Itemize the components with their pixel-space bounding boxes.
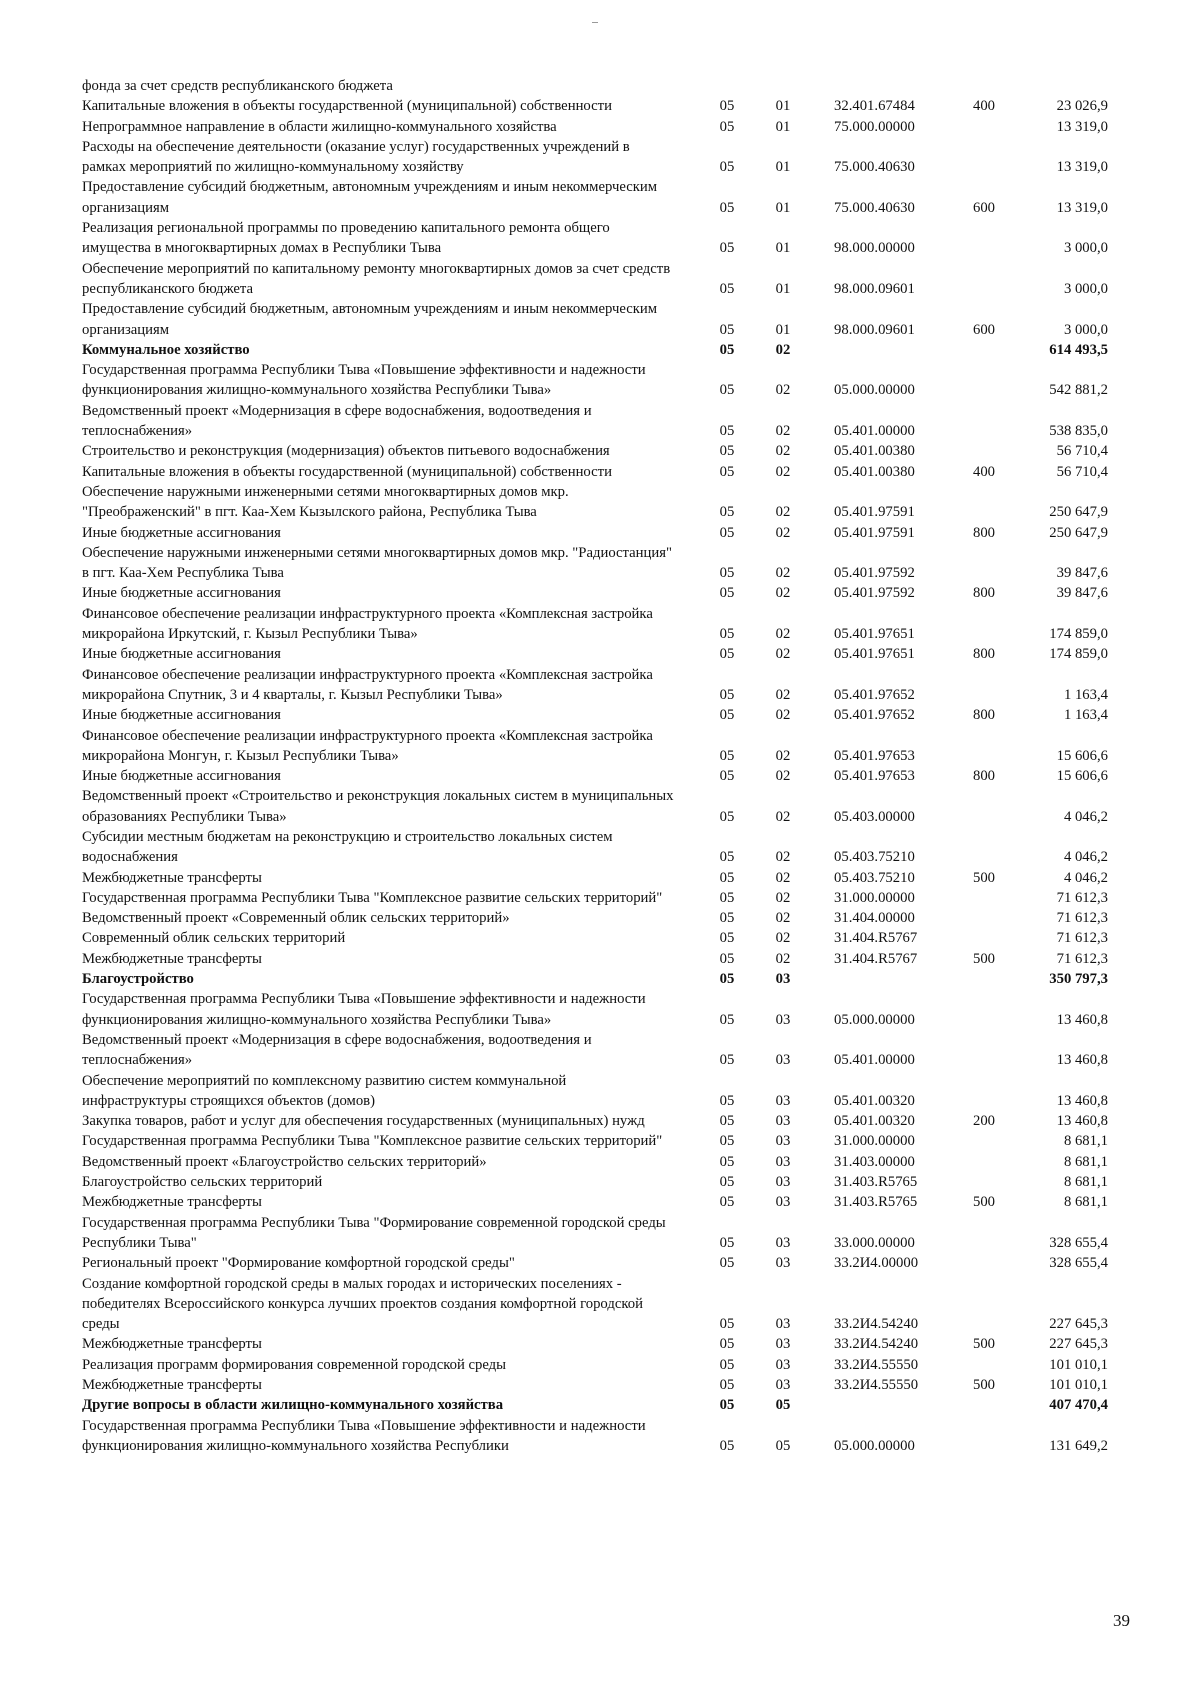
row-subsection-code: 03 — [775, 1234, 791, 1251]
row-subsection-code: 02 — [775, 889, 791, 906]
row-subsection-code: 02 — [775, 849, 791, 866]
row-section-code: 05 — [719, 524, 735, 541]
row-section-code: 05 — [719, 1011, 735, 1028]
table-row — [82, 868, 1108, 888]
row-amount: 542 881,2 — [1049, 382, 1108, 399]
row-subsection-code: 02 — [775, 341, 791, 358]
row-name: Ведомственный проект «Модернизация в сфере водоснабжения, водоотведения и теплоснабжения» — [82, 402, 592, 440]
row-section-code: 05 — [719, 1113, 735, 1130]
row-target-item-code: 31.403.00000 — [834, 1153, 915, 1170]
row-target-item-code: 05.401.97591 — [834, 504, 915, 521]
row-amount: 15 606,6 — [1056, 768, 1108, 785]
row-target-item-code: 05.403.00000 — [834, 808, 915, 825]
row-section-code: 05 — [719, 1194, 735, 1211]
row-target-item-code: 98.000.09601 — [834, 321, 915, 338]
row-name: Межбюджетные трансферты — [82, 1194, 262, 1211]
table-row — [82, 218, 1108, 259]
table-row — [82, 1030, 1108, 1071]
table-row — [82, 1416, 1108, 1457]
row-section-code: 05 — [719, 1174, 735, 1191]
row-name: Иные бюджетные ассигнования — [82, 707, 281, 724]
row-subsection-code: 02 — [775, 382, 791, 399]
row-target-item-code: 05.401.00320 — [834, 1113, 915, 1130]
row-section-code: 05 — [719, 646, 735, 663]
row-subsection-code: 02 — [775, 585, 791, 602]
row-target-item-code: 05.000.00000 — [834, 382, 915, 399]
table-row — [82, 726, 1108, 767]
row-subsection-code: 02 — [775, 930, 791, 947]
row-target-item-code: 31.000.00000 — [834, 889, 915, 906]
row-subsection-code: 03 — [775, 1316, 791, 1333]
row-name: Государственная программа Республики Тыва "Комплексное развитие сельских территорий" — [82, 889, 663, 906]
row-amount: 13 460,8 — [1056, 1052, 1108, 1069]
row-section-code: 05 — [719, 1255, 735, 1272]
row-expense-type-code: 500 — [972, 1336, 996, 1353]
row-target-item-code: 05.401.97592 — [834, 565, 915, 582]
table-row — [82, 1355, 1108, 1375]
row-section-code: 05 — [719, 707, 735, 724]
row-subsection-code: 03 — [775, 1092, 791, 1109]
row-subsection-code: 01 — [775, 240, 791, 257]
row-amount: 13 319,0 — [1056, 118, 1108, 135]
row-amount: 39 847,6 — [1056, 585, 1108, 602]
row-section-code: 05 — [719, 321, 735, 338]
row-subsection-code: 01 — [775, 280, 791, 297]
row-name: Расходы на обеспечение деятельности (оказание услуг) государственных учреждений в рамках мероприятий по жилищно-коммунальному хозяйству — [82, 138, 630, 176]
table-row — [82, 462, 1108, 482]
row-amount: 15 606,6 — [1056, 747, 1108, 764]
row-target-item-code: 05.401.97591 — [834, 524, 915, 541]
row-name: Обеспечение мероприятий по комплексному развитию систем коммунальной инфраструктуры строящихся объектов (домов) — [82, 1072, 567, 1109]
row-section-code: 05 — [719, 768, 735, 785]
row-section-code: 05 — [719, 423, 735, 440]
row-section-code: 05 — [719, 585, 735, 602]
section-row — [82, 969, 1108, 989]
row-section-code: 05 — [719, 341, 735, 358]
row-amount: 8 681,1 — [1063, 1133, 1108, 1150]
row-subsection-code: 02 — [775, 707, 791, 724]
table-row — [82, 1071, 1108, 1112]
row-subsection-code: 01 — [775, 321, 791, 338]
table-row — [82, 1213, 1108, 1254]
row-target-item-code: 75.000.40630 — [834, 199, 915, 216]
row-section-code: 05 — [719, 1377, 735, 1393]
row-amount: 56 710,4 — [1056, 463, 1108, 480]
row-target-item-code: 31.404.R5767 — [834, 950, 918, 967]
row-amount: 227 645,3 — [1049, 1316, 1108, 1333]
row-name: Государственная программа Республики Тыва «Повышение эффективности и надежности функционирования жилищно-коммунального хозяйства Республики Тыва» — [82, 991, 646, 1028]
row-amount: 328 655,4 — [1049, 1234, 1108, 1251]
row-name: Строительство и реконструкция (модернизация) объектов питьевого водоснабжения — [82, 443, 610, 460]
row-amount: 71 612,3 — [1056, 910, 1108, 927]
row-target-item-code: 05.403.75210 — [834, 849, 915, 866]
row-subsection-code: 02 — [775, 869, 791, 886]
table-row — [82, 1131, 1108, 1151]
table-row — [82, 360, 1108, 401]
row-name: Межбюджетные трансферты — [82, 1336, 262, 1353]
row-amount: 56 710,4 — [1056, 443, 1108, 460]
row-amount: 8 681,1 — [1063, 1194, 1108, 1211]
row-section-code: 05 — [719, 1316, 735, 1333]
table-row — [82, 1274, 1108, 1335]
row-name: Предоставление субсидий бюджетным, автономным учреждениям и иным некоммерческим организациям — [82, 301, 658, 338]
row-expense-type-code: 800 — [972, 707, 996, 724]
row-name: Иные бюджетные ассигнования — [82, 646, 281, 663]
row-amount: 13 319,0 — [1056, 159, 1108, 176]
table-row — [82, 908, 1108, 928]
row-section-code: 05 — [719, 1356, 735, 1373]
row-amount: 71 612,3 — [1056, 889, 1108, 906]
table-row — [82, 177, 1108, 218]
page-number: 39 — [1113, 1611, 1130, 1630]
table-row — [82, 401, 1108, 442]
row-amount: 13 460,8 — [1056, 1092, 1108, 1109]
row-section-code: 05 — [719, 930, 735, 947]
row-name: Создание комфортной городской среды в малых городах и исторических поселениях - победителях Всероссийского конкурса лучших проектов создания комфортной городской среды — [82, 1275, 643, 1333]
row-name: Субсидии местным бюджетам на реконструкцию и строительство локальных систем водоснабжения — [82, 828, 613, 866]
table-row — [82, 441, 1108, 461]
row-name: Непрограммное направление в области жилищно-коммунального хозяйства — [82, 118, 557, 135]
row-name: Благоустройство — [82, 971, 194, 988]
row-subsection-code: 03 — [775, 1174, 791, 1191]
row-target-item-code: 31.404.R5767 — [834, 930, 918, 947]
row-subsection-code: 02 — [775, 686, 791, 703]
row-name: Финансовое обеспечение реализации инфраструктурного проекта «Комплексная застройка микрорайона Иркутский, г. Кызыл Республики Тыва» — [82, 605, 653, 643]
table-row — [82, 644, 1108, 664]
row-name: Ведомственный проект «Благоустройство сельских территорий» — [82, 1153, 487, 1170]
row-target-item-code: 05.401.00000 — [834, 423, 915, 440]
row-section-code: 05 — [719, 869, 735, 886]
row-target-item-code: 05.000.00000 — [834, 1437, 915, 1454]
row-section-code: 05 — [719, 98, 735, 115]
row-target-item-code: 05.401.97653 — [834, 747, 915, 764]
row-name: фонда за счет средств республиканского бюджета — [82, 78, 393, 94]
row-subsection-code: 02 — [775, 524, 791, 541]
table-row — [82, 949, 1108, 969]
row-section-code: 05 — [719, 1153, 735, 1170]
row-amount: 71 612,3 — [1056, 950, 1108, 967]
row-subsection-code: 02 — [775, 565, 791, 582]
table-row — [82, 543, 1108, 584]
row-section-code: 05 — [719, 971, 735, 988]
row-target-item-code: 75.000.00000 — [834, 118, 915, 135]
row-section-code: 05 — [719, 808, 735, 825]
row-amount: 1 163,4 — [1063, 707, 1108, 724]
row-section-code: 05 — [719, 118, 735, 135]
row-section-code: 05 — [719, 240, 735, 257]
table-row — [82, 583, 1108, 603]
row-subsection-code: 03 — [775, 1153, 791, 1170]
row-subsection-code: 02 — [775, 646, 791, 663]
row-subsection-code: 03 — [775, 1336, 791, 1353]
row-name: Капитальные вложения в объекты государственной (муниципальной) собственности — [82, 463, 612, 480]
row-name: Современный облик сельских территорий — [82, 930, 346, 947]
row-target-item-code: 31.403.R5765 — [834, 1174, 918, 1191]
row-section-code: 05 — [719, 1133, 735, 1150]
row-section-code: 05 — [719, 626, 735, 643]
row-expense-type-code: 500 — [972, 1194, 996, 1211]
row-name: Межбюджетные трансферты — [82, 869, 262, 886]
table-row — [82, 665, 1108, 706]
row-expense-type-code: 800 — [972, 524, 996, 541]
row-name: Обеспечение наружными инженерными сетями многоквартирных домов мкр. "Преображенский" в пгт. Каа-Хем Кызылского района, Республика Тыва — [82, 483, 569, 521]
row-subsection-code: 02 — [775, 423, 791, 440]
row-target-item-code: 33.2И4.00000 — [834, 1255, 919, 1272]
row-subsection-code: 03 — [775, 1052, 791, 1069]
row-target-item-code: 33.2И4.54240 — [834, 1336, 919, 1353]
row-amount: 101 010,1 — [1049, 1356, 1108, 1373]
row-amount: 39 847,6 — [1056, 565, 1108, 582]
table-row — [82, 117, 1108, 137]
row-target-item-code: 32.401.67484 — [834, 98, 915, 115]
row-section-code: 05 — [719, 443, 735, 460]
row-expense-type-code: 800 — [972, 768, 996, 785]
row-section-code: 05 — [719, 199, 735, 216]
row-target-item-code: 05.403.75210 — [834, 869, 915, 886]
row-amount: 13 460,8 — [1056, 1113, 1108, 1130]
row-target-item-code: 05.401.00380 — [834, 463, 915, 480]
table-row — [82, 705, 1108, 725]
row-subsection-code: 03 — [775, 1377, 791, 1393]
row-name: Межбюджетные трансферты — [82, 950, 262, 967]
budget-table — [82, 76, 1108, 1456]
row-target-item-code: 05.401.97651 — [834, 646, 915, 663]
row-section-code: 05 — [719, 1052, 735, 1069]
row-amount: 101 010,1 — [1049, 1377, 1108, 1393]
row-amount: 23 026,9 — [1056, 98, 1108, 115]
scan-mark — [592, 22, 598, 23]
row-expense-type-code: 600 — [972, 199, 996, 216]
row-target-item-code: 05.401.97652 — [834, 686, 915, 703]
row-section-code: 05 — [719, 1437, 735, 1454]
row-amount: 328 655,4 — [1049, 1255, 1108, 1272]
row-name: Обеспечение мероприятий по капитальному ремонту многоквартирных домов за счет средств республиканского бюджета — [82, 260, 671, 297]
row-subsection-code: 02 — [775, 808, 791, 825]
row-name: Коммунальное хозяйство — [82, 341, 250, 358]
row-amount: 3 000,0 — [1063, 321, 1108, 338]
row-amount: 1 163,4 — [1063, 686, 1108, 703]
row-amount: 350 797,3 — [1049, 971, 1108, 988]
table-row — [82, 1192, 1108, 1212]
row-section-code: 05 — [719, 1397, 735, 1414]
row-amount: 3 000,0 — [1063, 280, 1108, 297]
row-name: Предоставление субсидий бюджетным, автономным учреждениям и иным некоммерческим организациям — [82, 179, 658, 216]
row-section-code: 05 — [719, 686, 735, 703]
table-row — [82, 888, 1108, 908]
section-row — [82, 340, 1108, 360]
row-section-code: 05 — [719, 950, 735, 967]
row-target-item-code: 98.000.00000 — [834, 240, 915, 257]
table-row — [82, 604, 1108, 645]
row-name: Финансовое обеспечение реализации инфраструктурного проекта «Комплексная застройка микрорайона Спутник, 3 и 4 кварталы, г. Кызыл Республики Тыва» — [82, 666, 653, 703]
row-name: Государственная программа Республики Тыва "Формирование современной городской среды Республики Тыва" — [82, 1214, 666, 1251]
row-target-item-code: 05.401.97652 — [834, 707, 915, 724]
row-subsection-code: 03 — [775, 1194, 791, 1211]
row-amount: 8 681,1 — [1063, 1174, 1108, 1191]
row-expense-type-code: 500 — [972, 869, 996, 886]
row-amount: 174 859,0 — [1049, 626, 1108, 643]
row-section-code: 05 — [719, 1336, 735, 1353]
row-name: Закупка товаров, работ и услуг для обеспечения государственных (муниципальных) нужд — [82, 1113, 645, 1130]
row-subsection-code: 01 — [775, 98, 791, 115]
row-subsection-code: 03 — [775, 1356, 791, 1373]
row-expense-type-code: 500 — [972, 950, 996, 967]
row-section-code: 05 — [719, 910, 735, 927]
table-row — [82, 1111, 1108, 1131]
row-target-item-code: 33.2И4.54240 — [834, 1316, 919, 1333]
row-target-item-code: 75.000.40630 — [834, 159, 915, 176]
row-subsection-code: 05 — [775, 1397, 791, 1414]
row-section-code: 05 — [719, 159, 735, 176]
row-subsection-code: 02 — [775, 768, 791, 785]
row-name: Государственная программа Республики Тыва «Повышение эффективности и надежности функционирования жилищно-коммунального хозяйства Республики — [82, 1417, 646, 1454]
row-name: Ведомственный проект «Модернизация в сфере водоснабжения, водоотведения и теплоснабжения» — [82, 1031, 592, 1069]
row-name: Реализация региональной программы по проведению капитального ремонта общего имущества в многоквартирных домах в Республики Тыва — [82, 220, 610, 257]
row-expense-type-code: 500 — [972, 1377, 996, 1393]
row-target-item-code: 05.401.00320 — [834, 1092, 915, 1109]
row-subsection-code: 03 — [775, 1133, 791, 1150]
row-subsection-code: 03 — [775, 971, 791, 988]
row-name: Благоустройство сельских территорий — [82, 1174, 323, 1191]
row-amount: 71 612,3 — [1056, 930, 1108, 947]
row-expense-type-code: 800 — [972, 646, 996, 663]
row-amount: 4 046,2 — [1063, 869, 1108, 886]
table-row — [82, 259, 1108, 300]
row-subsection-code: 02 — [775, 910, 791, 927]
row-subsection-code: 02 — [775, 443, 791, 460]
row-amount: 4 046,2 — [1063, 808, 1108, 825]
row-subsection-code: 05 — [775, 1437, 791, 1454]
table-row — [82, 827, 1108, 868]
row-name: Региональный проект "Формирование комфортной городской среды" — [82, 1255, 515, 1272]
table-row — [82, 786, 1108, 827]
table-row — [82, 137, 1108, 178]
table-row — [82, 1375, 1108, 1395]
row-expense-type-code: 400 — [972, 463, 996, 480]
row-target-item-code: 05.401.97592 — [834, 585, 915, 602]
table-row — [82, 1152, 1108, 1172]
row-name: Ведомственный проект «Современный облик сельских территорий» — [82, 910, 510, 927]
row-subsection-code: 02 — [775, 950, 791, 967]
row-expense-type-code: 600 — [972, 321, 996, 338]
row-name: Обеспечение наружными инженерными сетями многоквартирных домов мкр. "Радиостанция" в пгт. Каа-Хем Республика Тыва — [82, 544, 673, 582]
row-section-code: 05 — [719, 463, 735, 480]
row-section-code: 05 — [719, 1092, 735, 1109]
row-subsection-code: 01 — [775, 159, 791, 176]
row-subsection-code: 02 — [775, 626, 791, 643]
row-name: Межбюджетные трансферты — [82, 1377, 262, 1393]
row-amount: 8 681,1 — [1063, 1153, 1108, 1170]
row-amount: 250 647,9 — [1049, 524, 1108, 541]
table-row — [82, 1172, 1108, 1192]
row-name: Иные бюджетные ассигнования — [82, 524, 281, 541]
row-target-item-code: 31.403.R5765 — [834, 1194, 918, 1211]
row-section-code: 05 — [719, 849, 735, 866]
row-name: Иные бюджетные ассигнования — [82, 585, 281, 602]
row-subsection-code: 02 — [775, 504, 791, 521]
table-row — [82, 76, 1108, 96]
table-row — [82, 1334, 1108, 1354]
row-amount: 131 649,2 — [1049, 1437, 1108, 1454]
row-target-item-code: 05.401.00380 — [834, 443, 915, 460]
row-target-item-code: 33.000.00000 — [834, 1234, 915, 1251]
table-row — [82, 96, 1108, 116]
row-amount: 227 645,3 — [1049, 1336, 1108, 1353]
table-row — [82, 989, 1108, 1030]
row-section-code: 05 — [719, 565, 735, 582]
row-subsection-code: 03 — [775, 1255, 791, 1272]
row-subsection-code: 01 — [775, 199, 791, 216]
row-section-code: 05 — [719, 889, 735, 906]
row-amount: 13 460,8 — [1056, 1011, 1108, 1028]
row-amount: 13 319,0 — [1056, 199, 1108, 216]
row-name: Другие вопросы в области жилищно-коммунального хозяйства — [82, 1397, 504, 1414]
table-row — [82, 1253, 1108, 1273]
row-section-code: 05 — [719, 1234, 735, 1251]
row-amount: 3 000,0 — [1063, 240, 1108, 257]
row-subsection-code: 03 — [775, 1113, 791, 1130]
row-target-item-code: 05.000.00000 — [834, 1011, 915, 1028]
row-subsection-code: 02 — [775, 463, 791, 480]
table-row — [82, 523, 1108, 543]
row-target-item-code: 31.404.00000 — [834, 910, 915, 927]
row-subsection-code: 03 — [775, 1011, 791, 1028]
row-expense-type-code: 200 — [972, 1113, 996, 1130]
row-expense-type-code: 400 — [972, 98, 996, 115]
row-target-item-code: 31.000.00000 — [834, 1133, 915, 1150]
row-target-item-code: 05.401.97653 — [834, 768, 915, 785]
row-target-item-code: 05.401.97651 — [834, 626, 915, 643]
row-section-code: 05 — [719, 747, 735, 764]
row-amount: 538 835,0 — [1049, 423, 1108, 440]
row-amount: 250 647,9 — [1049, 504, 1108, 521]
row-target-item-code: 33.2И4.55550 — [834, 1356, 919, 1373]
row-name: Государственная программа Республики Тыва «Повышение эффективности и надежности функционирования жилищно-коммунального хозяйства Республики Тыва» — [82, 362, 646, 399]
row-target-item-code: 98.000.09601 — [834, 280, 915, 297]
row-amount: 407 470,4 — [1049, 1397, 1108, 1414]
row-section-code: 05 — [719, 382, 735, 399]
table-row — [82, 928, 1108, 948]
table-row — [82, 482, 1108, 523]
row-expense-type-code: 800 — [972, 585, 996, 602]
row-name: Ведомственный проект «Строительство и реконструкция локальных систем в муниципальных образованиях Республики Тыва» — [82, 788, 674, 825]
row-name: Финансовое обеспечение реализации инфраструктурного проекта «Комплексная застройка микрорайона Монгун, г. Кызыл Республики Тыва» — [82, 727, 653, 764]
row-target-item-code: 33.2И4.55550 — [834, 1377, 919, 1393]
section-row — [82, 1395, 1108, 1415]
row-name: Реализация программ формирования современной городской среды — [82, 1356, 507, 1373]
row-amount: 614 493,5 — [1049, 341, 1108, 358]
table-row — [82, 299, 1108, 340]
row-section-code: 05 — [719, 280, 735, 297]
row-subsection-code: 02 — [775, 747, 791, 764]
row-name: Капитальные вложения в объекты государственной (муниципальной) собственности — [82, 98, 612, 115]
row-name: Государственная программа Республики Тыва "Комплексное развитие сельских территорий" — [82, 1133, 663, 1150]
row-section-code: 05 — [719, 504, 735, 521]
table-row — [82, 766, 1108, 786]
row-name: Иные бюджетные ассигнования — [82, 768, 281, 785]
row-amount: 174 859,0 — [1049, 646, 1108, 663]
row-amount: 4 046,2 — [1063, 849, 1108, 866]
row-target-item-code: 05.401.00000 — [834, 1052, 915, 1069]
row-subsection-code: 01 — [775, 118, 791, 135]
